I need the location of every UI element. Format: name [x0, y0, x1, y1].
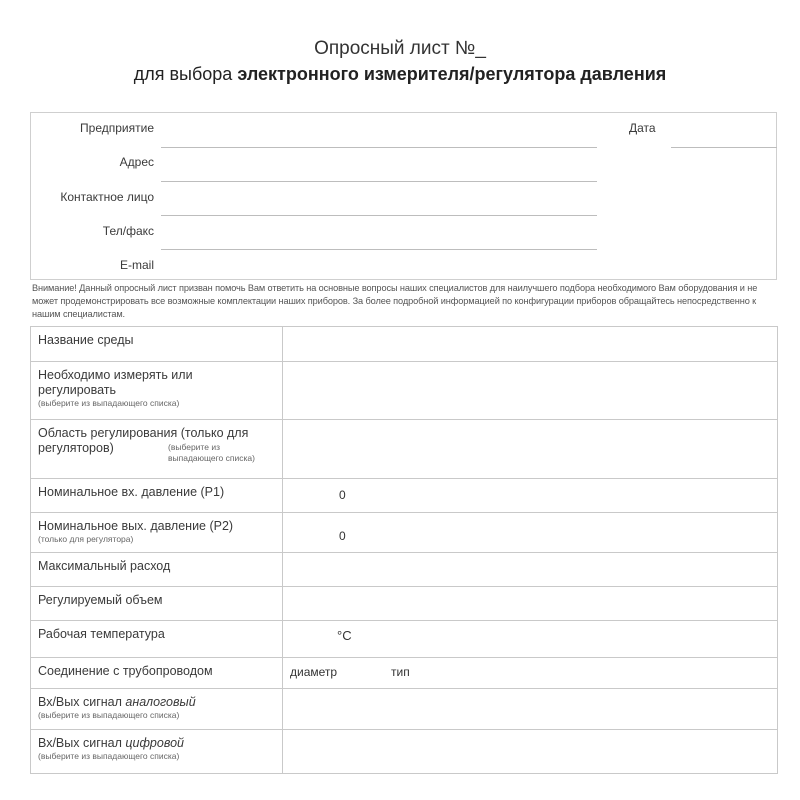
regulation-area-hint: (выберите из выпадающего списка): [168, 442, 255, 463]
outlet-pressure-value: 0: [339, 529, 346, 543]
pipe-connection-label: Соединение с трубопроводом: [38, 664, 213, 678]
regulation-area-label: Область регулирования (только для регуляторов): [38, 426, 249, 455]
inlet-pressure-label: Номинальное вх. давление (Р1): [38, 485, 225, 499]
outlet-pressure-input[interactable]: [283, 513, 778, 553]
pipe-type-label: тип: [391, 665, 410, 679]
contact-person-label: Контактное лицо: [60, 190, 154, 204]
analog-signal-hint: (выберите из выпадающего списка): [38, 710, 180, 720]
table-row: [31, 479, 778, 513]
regulated-volume-input[interactable]: [283, 587, 778, 621]
work-temp-input[interactable]: [283, 621, 778, 658]
max-flow-label: Максимальный расход: [38, 559, 171, 573]
address-label: Адрес: [119, 155, 154, 169]
digital-signal-select[interactable]: [283, 730, 778, 774]
form-subtitle: [0, 64, 800, 85]
analog-signal-prefix: Вх/Вых сигнал: [38, 695, 126, 709]
medium-name-input[interactable]: [283, 327, 778, 362]
measure-or-regulate-select[interactable]: [283, 362, 778, 420]
digital-signal-prefix: Вх/Вых сигнал: [38, 736, 126, 750]
row-label: [31, 621, 283, 658]
outlet-pressure-label: Номинальное вых. давление (Р2): [38, 519, 234, 533]
work-temp-unit: °C: [337, 628, 352, 643]
contact-person-field[interactable]: [161, 215, 597, 216]
regulated-volume-label: Регулируемый объем: [38, 593, 163, 607]
table-row: [31, 730, 778, 774]
analog-signal-select[interactable]: [283, 689, 778, 730]
digital-signal-suffix: цифровой: [125, 736, 184, 750]
date-field[interactable]: [671, 147, 777, 148]
enterprise-field[interactable]: [161, 147, 597, 148]
table-row: [31, 327, 778, 362]
table-row: [31, 553, 778, 587]
analog-signal-label: [38, 695, 276, 710]
analog-signal-suffix: аналоговый: [125, 695, 196, 709]
row-label: [31, 513, 283, 553]
email-label: E-mail: [119, 258, 154, 272]
row-label: [31, 479, 283, 513]
notice-text: Внимание! Данный опросный лист призван помочь Вам ответить на основные вопросы наших специалистов для наилучшего подбора необходимого Вам оборудования и не может продемонстрировать все возможные комплектации наших приборов. За более подробной информацией по конфигурации приборов обращайтесь непосредственно к нашим специалистам.: [32, 283, 758, 319]
questionnaire-table: [30, 326, 778, 774]
inlet-pressure-value: 0: [339, 488, 346, 502]
table-row: [31, 621, 778, 658]
max-flow-input[interactable]: [283, 553, 778, 587]
pipe-connection-input[interactable]: [283, 658, 778, 689]
enterprise-label: Предприятие: [80, 121, 154, 135]
row-label: [31, 730, 283, 774]
measure-or-regulate-hint: (выберите из выпадающего списка): [38, 398, 180, 408]
row-label: [31, 587, 283, 621]
inlet-pressure-input[interactable]: [283, 479, 778, 513]
measure-or-regulate-label: Необходимо измерять или регулировать: [38, 368, 193, 397]
phone-fax-field[interactable]: [161, 249, 597, 250]
row-label: [31, 362, 283, 420]
regulation-area-select[interactable]: [283, 420, 778, 479]
table-row: [31, 587, 778, 621]
table-row: [31, 513, 778, 553]
table-row: [31, 362, 778, 420]
row-label: [31, 327, 283, 362]
table-row: [31, 658, 778, 689]
medium-name-label: Название среды: [38, 333, 134, 347]
work-temp-label: Рабочая температура: [38, 627, 165, 641]
digital-signal-label: [38, 736, 276, 751]
table-row: [31, 689, 778, 730]
address-field[interactable]: [161, 181, 597, 182]
subtitle-prefix: для выбора: [133, 64, 238, 84]
phone-fax-label: Тел/факс: [102, 224, 154, 238]
form-title: Опросный лист №_: [314, 38, 486, 59]
digital-signal-hint: (выберите из выпадающего списка): [38, 751, 180, 761]
outlet-pressure-hint: (только для регулятора): [38, 534, 134, 544]
date-label: Дата: [629, 121, 656, 135]
pipe-diameter-label: диаметр: [290, 665, 338, 679]
row-label: [31, 553, 283, 587]
subtitle-bold: электронного измерителя/регулятора давления: [237, 64, 667, 84]
table-row: [31, 420, 778, 479]
row-label: [31, 658, 283, 689]
contact-section: [30, 112, 777, 280]
row-label: [31, 420, 283, 479]
row-label: [31, 689, 283, 730]
